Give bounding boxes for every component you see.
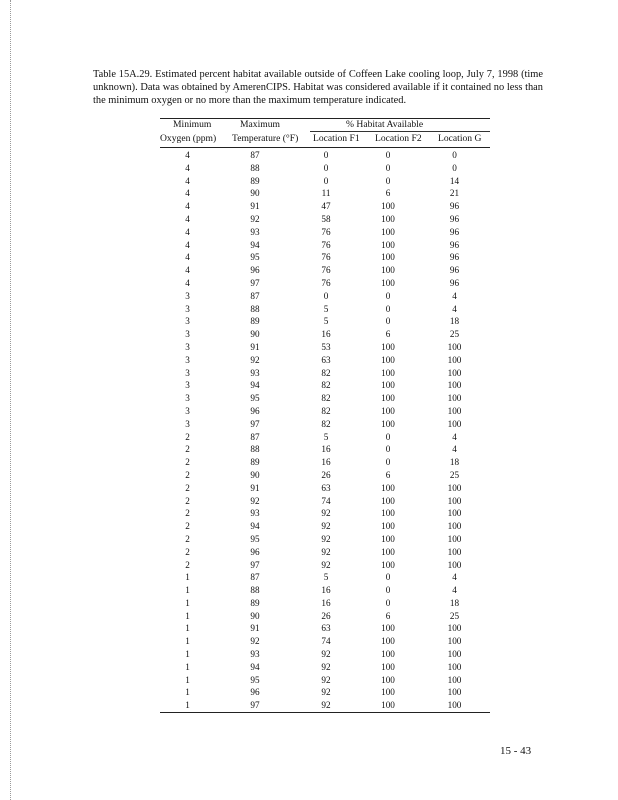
location-g-cell: 100 [447,521,462,532]
habitat-table [160,118,490,713]
location-f1-cell: 5 [323,316,329,327]
min-oxygen-cell: 3 [185,303,190,314]
header-min-oxygen-line1: Minimum [173,119,212,130]
location-f1-cell: 16 [321,597,331,608]
location-f1-cell: 16 [321,444,331,455]
location-f2-cell: 100 [381,508,395,519]
max-temp-cell: 88 [250,444,260,455]
min-oxygen-cell: 4 [185,175,190,186]
location-f2-cell: 6 [385,188,391,199]
table-caption: Table 15A.29. Estimated percent habitat available outside of Coffeen Lake cooling loop, July 7, 1998 (time unknown). Data was obtained by AmerenCIPS. Habitat was considered available if it contained no less than the minimum oxygen or no more than the maximum temperature indicated. [93,69,543,107]
max-temp-cell: 97 [250,559,260,570]
min-oxygen-cell: 4 [185,252,190,263]
min-oxygen-cell: 3 [185,405,190,416]
location-g-cell: 21 [449,188,460,199]
location-f2-cell: 0 [385,597,391,608]
max-temp-cell: 91 [250,482,260,493]
location-f1-cell: 0 [323,175,329,186]
min-oxygen-cell: 4 [185,201,190,212]
min-oxygen-cell: 3 [185,367,190,378]
location-f2-cell: 0 [385,572,391,583]
location-f1-cell: 47 [321,201,331,212]
location-g-cell: 100 [447,649,462,660]
location-g-cell: 100 [447,482,462,493]
location-g-cell: 18 [449,316,460,327]
min-oxygen-cell: 3 [185,341,190,352]
location-f2-cell: 100 [381,367,395,378]
min-oxygen-cell: 2 [185,444,190,455]
location-f1-cell: 76 [321,252,331,263]
location-f1-cell: 16 [321,585,331,596]
location-g-cell: 100 [447,533,462,544]
location-f2-cell: 100 [381,239,395,250]
max-temp-cell: 88 [250,585,260,596]
table-row [160,674,490,687]
location-g-cell: 4 [452,572,457,583]
table-body [160,149,490,712]
max-temp-cell: 91 [250,341,260,352]
min-oxygen-cell: 3 [185,329,190,340]
location-f1-cell: 92 [321,674,331,685]
location-f2-cell: 100 [381,252,395,263]
max-temp-cell: 95 [250,252,260,263]
max-temp-cell: 87 [250,572,260,583]
location-g-cell: 100 [447,661,462,672]
min-oxygen-cell: 1 [185,572,190,583]
min-oxygen-cell: 1 [185,585,190,596]
table-row [160,495,490,508]
table-row [160,648,490,661]
location-f2-cell: 0 [385,162,391,173]
page-number: 15 - 43 [500,745,532,757]
location-f1-cell: 76 [321,265,331,276]
max-temp-cell: 94 [250,239,260,250]
location-f2-cell: 0 [385,316,391,327]
table-row [160,507,490,520]
table-row [160,149,490,162]
min-oxygen-cell: 1 [185,597,190,608]
min-oxygen-cell: 1 [185,623,190,634]
min-oxygen-cell: 1 [185,610,190,621]
min-oxygen-cell: 4 [185,239,190,250]
min-oxygen-cell: 1 [185,636,190,647]
location-f2-cell: 100 [381,341,395,352]
max-temp-cell: 91 [250,201,260,212]
min-oxygen-cell: 4 [185,188,190,199]
max-temp-cell: 87 [250,150,260,160]
max-temp-cell: 92 [250,636,260,647]
location-f1-cell: 5 [323,303,329,314]
location-f2-cell: 6 [385,469,391,480]
max-temp-cell: 96 [250,687,260,698]
location-f2-cell: 100 [381,393,395,404]
table-row [160,162,490,175]
location-g-cell: 4 [452,585,457,596]
location-f2-cell: 100 [381,649,395,660]
max-temp-cell: 93 [250,367,260,378]
location-g-cell: 100 [447,418,462,429]
table-row [160,200,490,213]
max-temp-cell: 95 [250,533,260,544]
min-oxygen-cell: 3 [185,316,190,327]
min-oxygen-cell: 1 [185,661,190,672]
header-min-oxygen-line2: Oxygen (ppm) [160,133,217,144]
habitat-group-rule [310,131,490,132]
location-f2-cell: 100 [381,546,395,557]
location-f2-cell: 100 [381,559,395,570]
min-oxygen-cell: 1 [185,649,190,660]
location-f2-cell: 100 [381,277,395,288]
table-bottom-rule [160,712,490,713]
max-temp-cell: 90 [250,469,260,480]
location-f2-cell: 100 [381,482,395,493]
location-f2-cell: 0 [385,175,391,186]
min-oxygen-cell: 2 [185,559,190,570]
location-f2-cell: 100 [381,226,395,237]
table-row [160,584,490,597]
header-habitat-group: % Habitat Available [346,119,424,130]
table-row [160,251,490,264]
location-g-cell: 0 [452,150,457,160]
location-f2-cell: 100 [381,623,395,634]
location-f1-cell: 53 [321,341,331,352]
location-g-cell: 100 [447,367,462,378]
table-row [160,175,490,188]
table-row [160,699,490,712]
location-f2-cell: 0 [385,585,391,596]
location-g-cell: 96 [449,265,460,276]
table-row [160,392,490,405]
location-g-cell: 100 [447,636,462,647]
location-g-cell: 14 [449,175,460,186]
header-max-temp-line2: Temperature (°F) [232,133,299,144]
table-row [160,264,490,277]
location-f2-cell: 100 [381,405,395,416]
table-row [160,213,490,226]
min-oxygen-cell: 2 [185,521,190,532]
location-g-cell: 4 [452,290,457,301]
table-row [160,226,490,239]
location-f1-cell: 76 [321,239,331,250]
location-f1-cell: 76 [321,226,331,237]
max-temp-cell: 94 [250,661,260,672]
location-g-cell: 96 [449,226,460,237]
location-f1-cell: 16 [321,457,331,468]
min-oxygen-cell: 3 [185,393,190,404]
location-f1-cell: 26 [321,469,331,480]
max-temp-cell: 96 [250,405,260,416]
table-row [160,559,490,572]
location-f2-cell: 100 [381,661,395,672]
table-row [160,303,490,316]
location-f1-cell: 5 [323,431,329,442]
max-temp-cell: 89 [250,457,260,468]
max-temp-cell: 88 [250,162,260,173]
table-header [160,119,490,147]
table-row [160,533,490,546]
location-g-cell: 4 [452,431,457,442]
max-temp-cell: 97 [250,277,260,288]
location-f2-cell: 0 [385,290,391,301]
max-temp-cell: 91 [250,623,260,634]
table-row [160,686,490,699]
max-temp-cell: 97 [250,418,260,429]
max-temp-cell: 87 [250,431,260,442]
min-oxygen-cell: 2 [185,508,190,519]
min-oxygen-cell: 2 [185,546,190,557]
table-row [160,571,490,584]
table-row [160,456,490,469]
min-oxygen-cell: 2 [185,482,190,493]
table-row [160,635,490,648]
max-temp-cell: 93 [250,508,260,519]
location-f2-cell: 100 [381,354,395,365]
min-oxygen-cell: 2 [185,495,190,506]
max-temp-cell: 88 [250,303,260,314]
max-temp-cell: 89 [250,597,260,608]
location-f2-cell: 100 [381,418,395,429]
location-f2-cell: 0 [385,431,391,442]
min-oxygen-cell: 3 [185,380,190,391]
max-temp-cell: 97 [250,700,260,711]
location-f1-cell: 5 [323,572,329,583]
location-f1-cell: 92 [321,546,331,557]
min-oxygen-cell: 4 [185,150,190,160]
table-row [160,622,490,635]
location-g-cell: 100 [447,687,462,698]
min-oxygen-cell: 2 [185,533,190,544]
min-oxygen-cell: 4 [185,226,190,237]
table-row [160,661,490,674]
location-g-cell: 100 [447,700,462,711]
location-f2-cell: 100 [381,201,395,212]
location-f2-cell: 100 [381,687,395,698]
location-f2-cell: 6 [385,329,391,340]
table-row [160,328,490,341]
min-oxygen-cell: 4 [185,277,190,288]
table-row [160,315,490,328]
location-f1-cell: 92 [321,559,331,570]
location-f1-cell: 74 [321,495,331,506]
header-location-f1: Location F1 [313,133,360,144]
max-temp-cell: 89 [250,175,260,186]
min-oxygen-cell: 4 [185,162,190,173]
max-temp-cell: 96 [250,546,260,557]
location-g-cell: 25 [449,469,460,480]
table-row [160,239,490,252]
location-g-cell: 100 [447,674,462,685]
max-temp-cell: 96 [250,265,260,276]
location-g-cell: 96 [449,277,460,288]
max-temp-cell: 93 [250,649,260,660]
min-oxygen-cell: 3 [185,354,190,365]
location-g-cell: 100 [447,393,462,404]
location-f2-cell: 6 [385,610,391,621]
table-row [160,443,490,456]
table-row [160,546,490,559]
location-g-cell: 96 [449,252,460,263]
max-temp-cell: 90 [250,188,260,199]
location-g-cell: 18 [449,457,460,468]
location-g-cell: 4 [452,444,457,455]
table-row [160,354,490,367]
table-row [160,469,490,482]
location-f2-cell: 100 [381,380,395,391]
table-row [160,277,490,290]
location-g-cell: 100 [447,495,462,506]
location-f1-cell: 92 [321,700,331,711]
min-oxygen-cell: 3 [185,418,190,429]
location-f1-cell: 82 [321,418,331,429]
location-g-cell: 96 [449,201,460,212]
location-g-cell: 100 [447,623,462,634]
table-row [160,379,490,392]
max-temp-cell: 90 [250,329,260,340]
location-f1-cell: 92 [321,661,331,672]
location-g-cell: 25 [449,329,460,340]
location-g-cell: 100 [447,380,462,391]
max-temp-cell: 89 [250,316,260,327]
location-f1-cell: 63 [321,623,331,634]
location-f2-cell: 100 [381,674,395,685]
min-oxygen-cell: 1 [185,674,190,685]
table-row [160,520,490,533]
min-oxygen-cell: 4 [185,265,190,276]
location-g-cell: 100 [447,354,462,365]
max-temp-cell: 92 [250,495,260,506]
location-f1-cell: 63 [321,482,331,493]
min-oxygen-cell: 1 [185,700,190,711]
location-f1-cell: 82 [321,393,331,404]
location-g-cell: 96 [449,213,460,224]
table-row [160,610,490,623]
location-f2-cell: 0 [385,303,391,314]
min-oxygen-cell: 2 [185,457,190,468]
table-header-rule [160,147,490,148]
location-g-cell: 100 [447,546,462,557]
location-f2-cell: 100 [381,495,395,506]
header-location-f2: Location F2 [375,133,422,144]
table-row [160,367,490,380]
max-temp-cell: 94 [250,521,260,532]
location-f1-cell: 76 [321,277,331,288]
location-g-cell: 4 [452,303,457,314]
max-temp-cell: 92 [250,213,260,224]
location-f1-cell: 0 [323,150,329,160]
max-temp-cell: 95 [250,393,260,404]
location-f1-cell: 92 [321,649,331,660]
table-row [160,290,490,303]
table-row [160,405,490,418]
location-f1-cell: 0 [323,162,329,173]
max-temp-cell: 87 [250,290,260,301]
location-f1-cell: 58 [321,213,331,224]
location-f2-cell: 100 [381,213,395,224]
min-oxygen-cell: 4 [185,213,190,224]
location-f1-cell: 82 [321,380,331,391]
location-f2-cell: 0 [385,457,391,468]
max-temp-cell: 95 [250,674,260,685]
location-g-cell: 100 [447,405,462,416]
location-g-cell: 0 [452,162,457,173]
location-f1-cell: 11 [321,188,331,199]
location-f1-cell: 82 [321,367,331,378]
location-f1-cell: 74 [321,636,331,647]
table-row [160,187,490,200]
min-oxygen-cell: 2 [185,431,190,442]
location-f1-cell: 16 [321,329,331,340]
table-row [160,341,490,354]
location-f2-cell: 100 [381,521,395,532]
header-location-g: Location G [438,133,482,144]
header-max-temp-line1: Maximum [240,119,280,130]
location-g-cell: 96 [449,239,460,250]
location-g-cell: 100 [447,559,462,570]
max-temp-cell: 92 [250,354,260,365]
min-oxygen-cell: 3 [185,290,190,301]
table-row [160,482,490,495]
location-f1-cell: 0 [323,290,329,301]
location-g-cell: 18 [449,597,460,608]
location-f1-cell: 92 [321,521,331,532]
scan-edge-artifact [0,0,11,800]
min-oxygen-cell: 1 [185,687,190,698]
table-row [160,431,490,444]
max-temp-cell: 93 [250,226,260,237]
location-f1-cell: 92 [321,533,331,544]
location-f2-cell: 0 [385,150,391,160]
table-row [160,597,490,610]
table-row [160,418,490,431]
location-f1-cell: 92 [321,508,331,519]
location-f1-cell: 26 [321,610,331,621]
location-f2-cell: 100 [381,533,395,544]
min-oxygen-cell: 2 [185,469,190,480]
location-f2-cell: 100 [381,700,395,711]
location-f1-cell: 82 [321,405,331,416]
max-temp-cell: 90 [250,610,260,621]
location-g-cell: 100 [447,508,462,519]
location-g-cell: 25 [449,610,460,621]
location-f2-cell: 100 [381,636,395,647]
location-f1-cell: 92 [321,687,331,698]
max-temp-cell: 94 [250,380,260,391]
location-f2-cell: 100 [381,265,395,276]
location-f1-cell: 63 [321,354,331,365]
location-f2-cell: 0 [385,444,391,455]
location-g-cell: 100 [447,341,462,352]
